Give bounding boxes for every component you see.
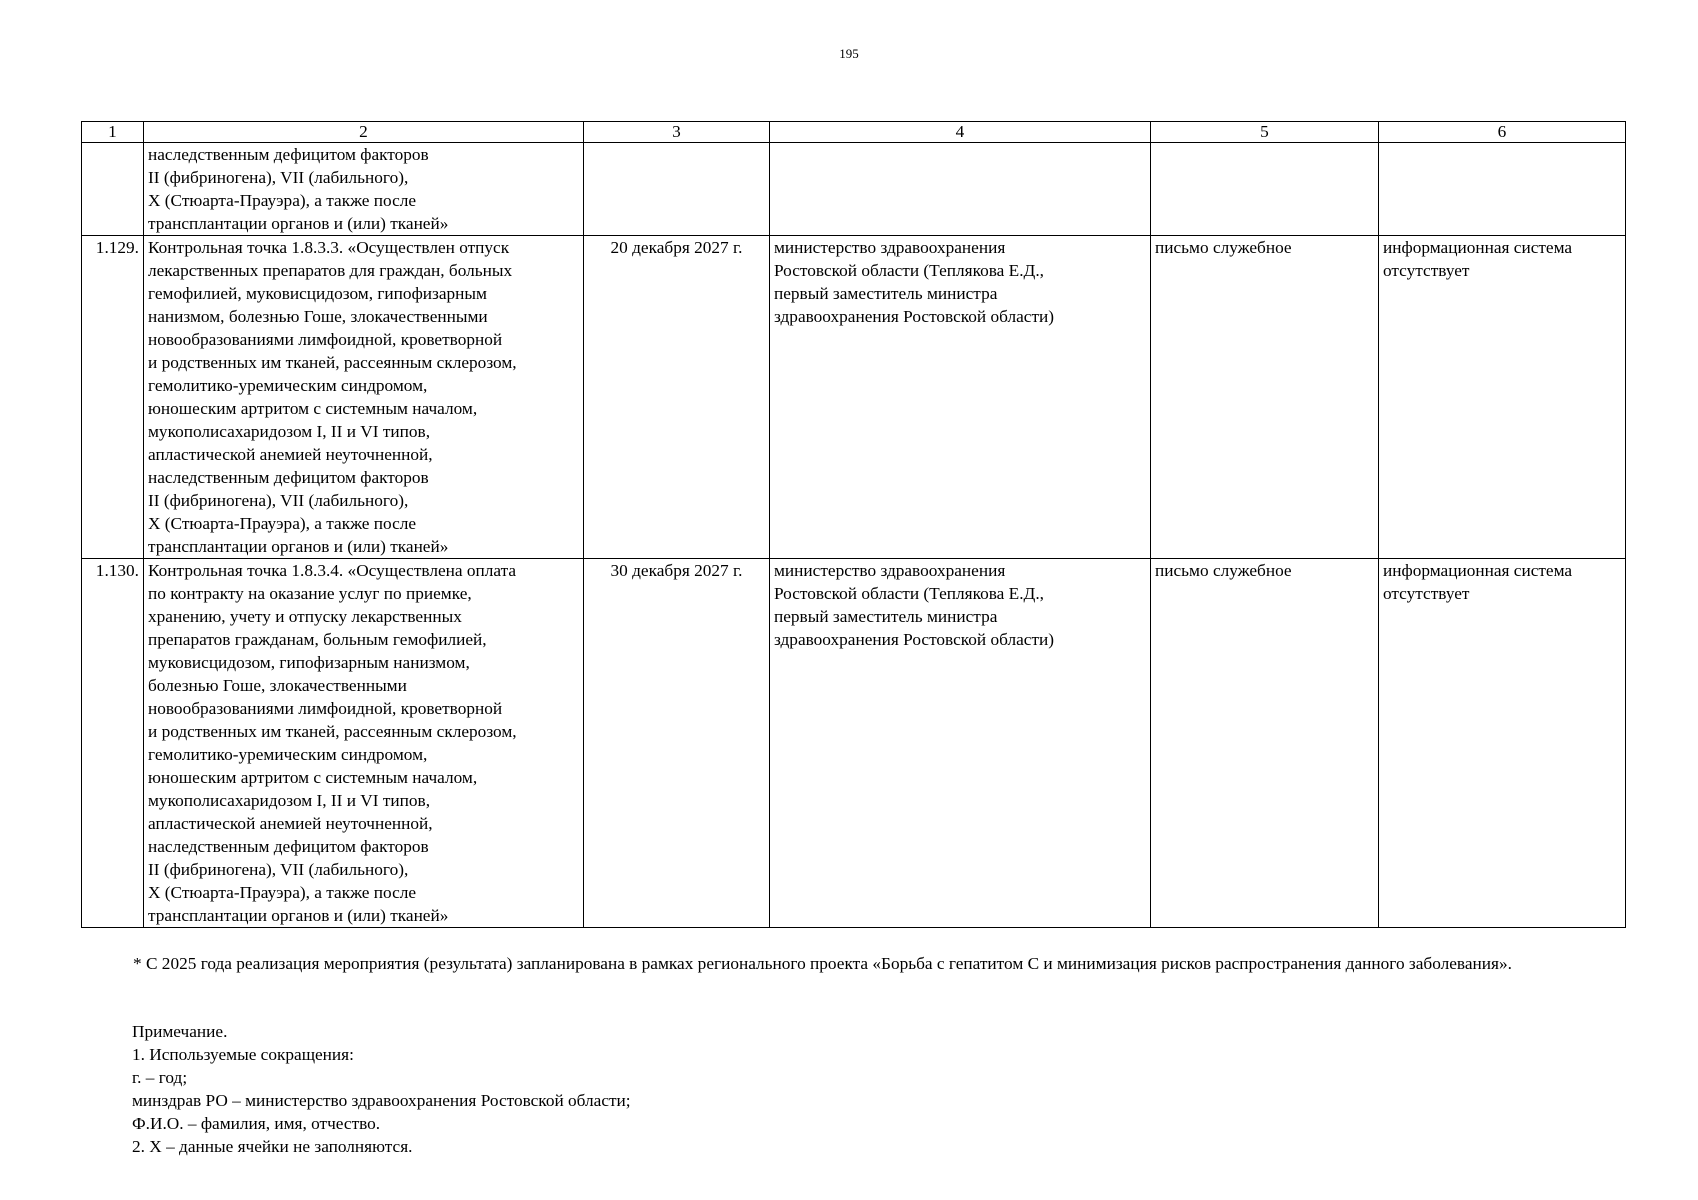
abbreviation-line: минздрав РО – министерство здравоохранения Ростовской области; <box>132 1091 631 1110</box>
table-row <box>82 559 1626 928</box>
footnote: * С 2025 года реализация мероприятия (результата) запланирована в рамках регионального проекта «Борьба с гепатитом С и минимизация рисков распространения данного заболевания». <box>133 954 1512 973</box>
column-header: 6 <box>1379 122 1626 143</box>
responsible-cell <box>770 143 1151 236</box>
row-number-cell <box>82 143 144 236</box>
table-header-row <box>82 122 1626 143</box>
notes-title: Примечание. <box>132 1022 228 1041</box>
description-cell: наследственным дефицитом факторов II (фибриногена), VII (лабильного), X (Стюарта-Прауэра), а также после трансплантации органов и (или) тканей» <box>144 143 584 236</box>
document-cell <box>1151 143 1379 236</box>
system-cell <box>1379 143 1626 236</box>
date-cell: 20 декабря 2027 г. <box>584 236 770 559</box>
notes-item: 1. Используемые сокращения: <box>132 1045 354 1064</box>
description-cell: Контрольная точка 1.8.3.3. «Осуществлен отпуск лекарственных препаратов для граждан, больных гемофилией, муковисцидозом, гипофизарным нанизмом, болезнью Гоше, злокачественными новообразованиями лимфоидной, кроветворной и родственных им тканей, рассеянным склерозом, гемолитико-уремическим синдромом, юношеским артритом с системным началом, мукополисахаридозом I, II и VI типов, апластической анемией неуточненной, наследственным дефицитом факторов II (фибриногена), VII (лабильного), X (Стюарта-Прауэра), а также после трансплантации органов и (или) тканей» <box>144 236 584 559</box>
page-number: 195 <box>839 46 859 61</box>
notes-section <box>132 1020 1532 1158</box>
abbreviation-line: г. – год; <box>132 1068 188 1087</box>
responsible-cell: министерство здравоохранения Ростовской области (Теплякова Е.Д., первый заместитель министра здравоохранения Ростовской области) <box>770 236 1151 559</box>
responsible-cell: министерство здравоохранения Ростовской области (Теплякова Е.Д., первый заместитель министра здравоохранения Ростовской области) <box>770 559 1151 928</box>
row-number-cell: 1.129. <box>82 236 144 559</box>
column-header: 2 <box>144 122 584 143</box>
date-cell <box>584 143 770 236</box>
system-cell: информационная система отсутствует <box>1379 236 1626 559</box>
document-cell: письмо служебное <box>1151 236 1379 559</box>
table-row <box>82 236 1626 559</box>
abbreviation-line: Ф.И.О. – фамилия, имя, отчество. <box>132 1114 381 1133</box>
column-header: 1 <box>82 122 144 143</box>
column-header: 5 <box>1151 122 1379 143</box>
date-cell: 30 декабря 2027 г. <box>584 559 770 928</box>
activities-table <box>81 121 1626 928</box>
notes-item: 2. X – данные ячейки не заполняются. <box>132 1137 413 1156</box>
row-number-cell: 1.130. <box>82 559 144 928</box>
document-cell: письмо служебное <box>1151 559 1379 928</box>
table-row <box>82 143 1626 236</box>
column-header: 4 <box>770 122 1151 143</box>
system-cell: информационная система отсутствует <box>1379 559 1626 928</box>
column-header: 3 <box>584 122 770 143</box>
description-cell: Контрольная точка 1.8.3.4. «Осуществлена оплата по контракту на оказание услуг по приемке, хранению, учету и отпуску лекарственных препаратов гражданам, больным гемофилией, муковисцидозом, гипофизарным нанизмом, болезнью Гоше, злокачественными новообразованиями лимфоидной, кроветворной и родственных им тканей, рассеянным склерозом, гемолитико-уремическим синдромом, юношеским артритом с системным началом, мукополисахаридозом I, II и VI типов, апластической анемией неуточненной, наследственным дефицитом факторов II (фибриногена), VII (лабильного), X (Стюарта-Прауэра), а также после трансплантации органов и (или) тканей» <box>144 559 584 928</box>
